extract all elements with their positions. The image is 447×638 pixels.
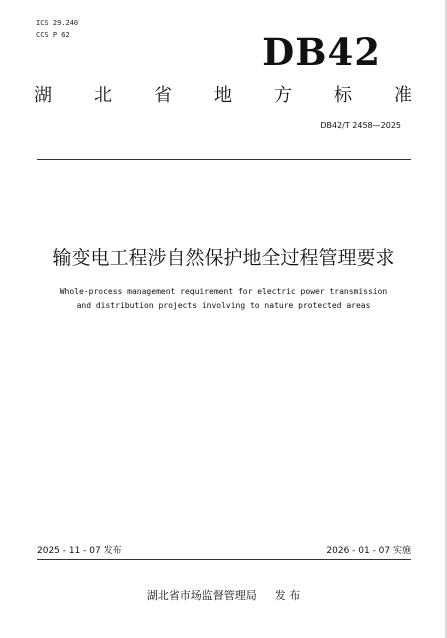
publish-date: 2025 - 11 - 07 发布 [37,546,122,556]
ccs-code: CCS P 62 [36,31,70,39]
issuer-name: 湖北省市场监督管理局 [146,589,257,602]
standard-kind-char: 湖 [34,85,52,106]
standard-kind-char: 省 [154,85,172,106]
standard-kind [34,83,412,109]
bottom-divider [37,559,411,560]
top-divider [37,159,411,160]
standard-code-logo: DB42 [262,30,381,74]
classification-codes [36,17,78,41]
ics-code: ICS 29.240 [36,19,79,27]
document-title-zh: 输变电工程涉自然保护地全过程管理要求 [52,247,395,269]
title-en-line-2: and distribution projects involving to nature protected areas [76,301,371,310]
date-row [37,544,411,558]
standard-kind-char: 北 [94,85,112,106]
implement-date: 2026 - 01 - 07 实施 [326,546,411,556]
standard-kind-char: 方 [274,85,292,106]
issuer-action: 发 布 [274,589,301,602]
standard-number: DB42/T 2458—2025 [320,121,401,130]
document-title-en [0,285,447,313]
issuer [0,588,447,604]
standard-kind-char: 准 [394,85,412,106]
title-en-line-1: Whole-process management requirement for electric power transmission [59,287,388,296]
standard-kind-char: 地 [214,85,232,106]
standard-kind-char: 标 [334,85,352,106]
